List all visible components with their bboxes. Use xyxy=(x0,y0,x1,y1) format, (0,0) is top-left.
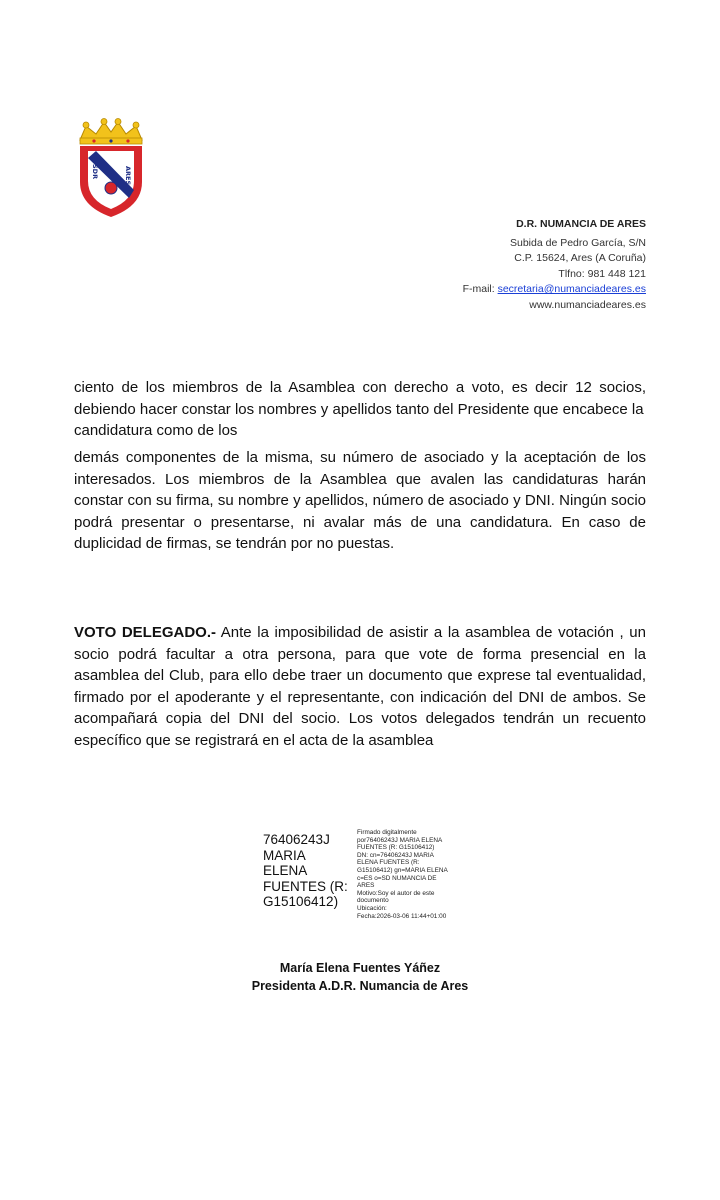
club-phone: Tlfno: 981 448 121 xyxy=(558,267,646,280)
signature-detail-line: ARES xyxy=(357,882,375,890)
svg-text:SDR: SDR xyxy=(91,164,99,180)
paragraph-candidatura xyxy=(74,377,646,442)
email-link[interactable]: secretaria@numanciadeares.es xyxy=(497,283,646,295)
signer-name: María Elena Fuentes Yáñez xyxy=(279,961,441,975)
signature-line: G15106412) xyxy=(263,894,339,909)
club-postal: C.P. 15624, Ares (A Coruña) xyxy=(514,252,646,264)
signature-detail-line: Firmado digitalmente xyxy=(357,829,417,836)
svg-text:ARES: ARES xyxy=(124,166,132,186)
signer-block xyxy=(0,960,720,995)
club-crest-logo xyxy=(74,118,148,218)
signature-detail-line: FUENTES (R: G15106412) xyxy=(357,844,435,852)
signature-detail-line: c=ES o=SD NUMANCIA DE xyxy=(357,874,437,882)
club-header xyxy=(463,217,646,313)
paragraph-voto-delegado xyxy=(74,622,646,751)
signature-line: ELENA xyxy=(263,863,308,878)
paragraph-text: Ante la imposibilidad de asistir a la asamblea de votación , un socio podrá facultar a otra persona, para que vote de forma presencial en la asamblea del Club, para ello debe traer un documento que exprese tal eventualidad, firmado por el apoderante y el representante, con indicación del DNI de ambos. Se acompañará copia del DNI del socio. Los votos delegados tendrán un recuento específico que se registrará en el acta de la asamblea xyxy=(74,624,646,749)
signature-detail-line: G15106412) gn=MARIA ELENA xyxy=(357,866,448,874)
signature-detail-line: Ubicación: xyxy=(357,904,387,912)
signature-line: MARIA xyxy=(263,847,306,863)
signature-detail-line: Fecha:2026-03-06 11:44+01:00 xyxy=(357,912,447,920)
signature-line: FUENTES (R: xyxy=(263,878,348,894)
club-website: www.numanciadeares.es xyxy=(529,298,646,311)
section-title: VOTO DELEGADO.- xyxy=(74,624,217,641)
paragraph-last-line: candidatura como de los xyxy=(74,422,238,439)
digital-signature-details xyxy=(357,829,449,920)
signature-detail-line: DN: cn=76406243J MARIA xyxy=(357,851,434,859)
signer-title: Presidenta A.D.R. Numancia de Ares xyxy=(251,978,469,993)
paragraph-text: ciento de los miembros de la Asamblea con derecho a voto, es decir 12 socios, debiendo hacer constar los nombres y apellidos tanto del Presidente que encabece la xyxy=(74,379,646,418)
digital-signature-name xyxy=(263,832,355,910)
signature-detail-line: documento xyxy=(357,897,389,905)
crown-icon xyxy=(80,119,142,145)
club-name: D.R. NUMANCIA DE ARES xyxy=(516,218,646,230)
signature-line: 76406243J xyxy=(263,832,330,847)
club-address: Subida de Pedro García, S/N xyxy=(510,236,646,249)
club-email-line xyxy=(463,282,646,298)
paragraph-componentes: demás componentes de la misma, su número de asociado y la aceptación de los interesados. Los miembros de la Asamblea que avalen las candidaturas harán constar con su firma, su nombre y apellidos, número de asociado y DNI. Ningún socio podrá presentar o presentarse, ni avalar más de una candidatura. En caso de duplicidad de firmas, se tendrán por no puestas. xyxy=(74,449,646,552)
signature-detail-line: por76406243J MARIA ELENA xyxy=(357,836,443,844)
signature-detail-line: ELENA FUENTES (R: xyxy=(357,859,420,867)
signature-detail-line: Motivo:Soy el autor de este xyxy=(357,889,435,897)
email-label: F-mail: xyxy=(462,283,498,295)
